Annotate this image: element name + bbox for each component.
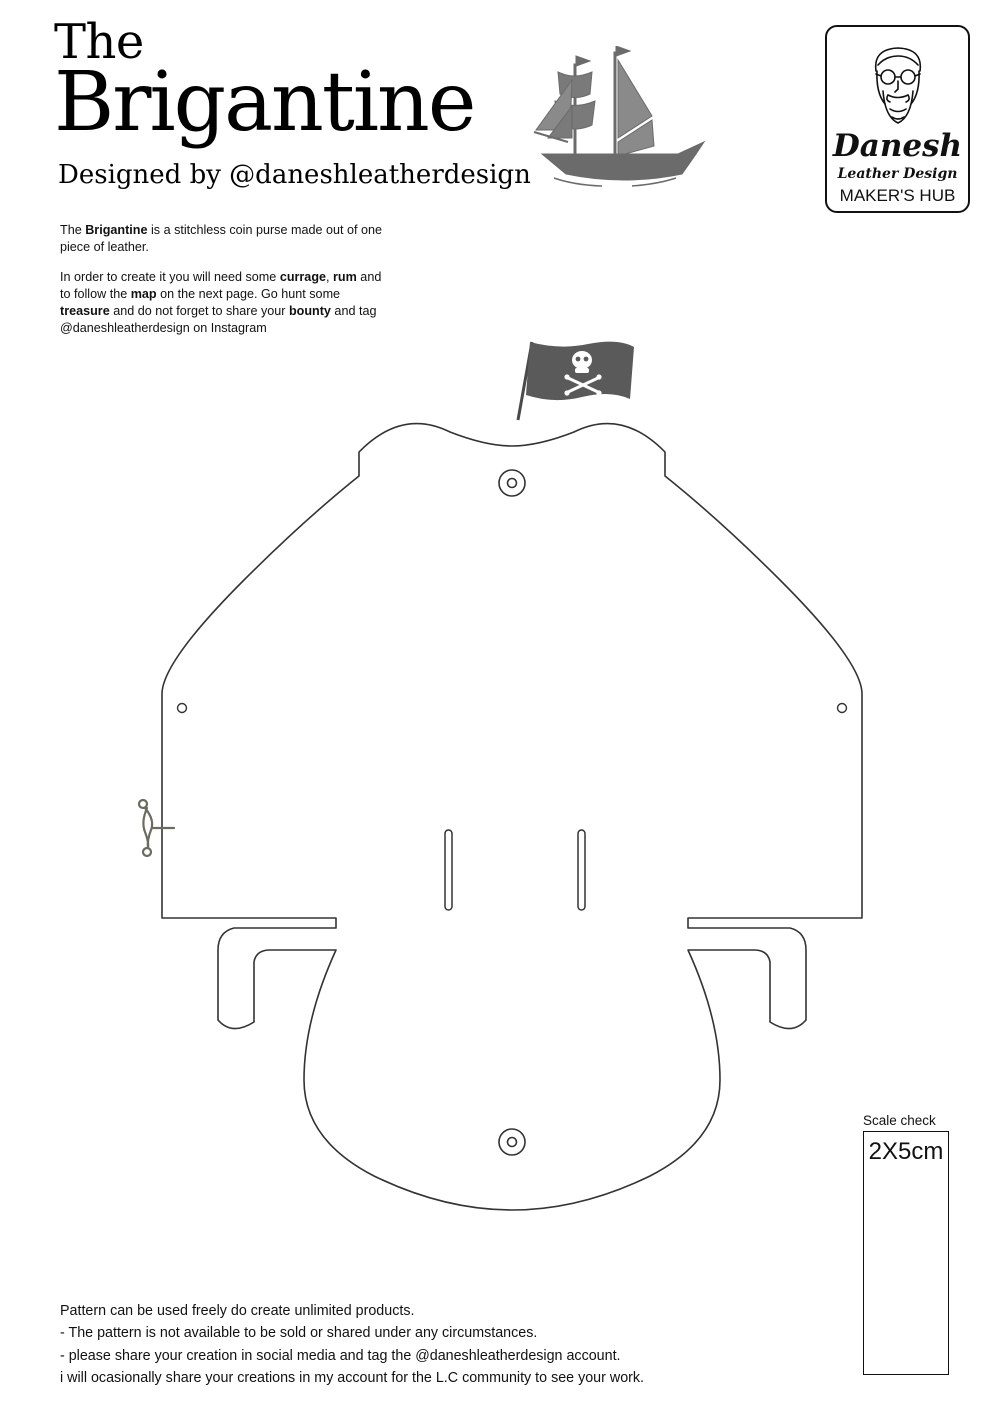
scale-check-label: Scale check	[863, 1113, 936, 1128]
brand-name: Danesh	[832, 128, 963, 164]
desc-p1-pre: The	[60, 223, 86, 237]
desc-p2-run-0: In order to create it you will need some	[60, 270, 280, 285]
page-title-the: The	[54, 14, 144, 70]
desc-p2-run-3: rum	[333, 270, 357, 285]
brand-logo-badge	[825, 25, 970, 213]
desc-p2-run-6: on the next page. Go hunt some	[156, 287, 341, 302]
brand-hub-label: MAKER'S HUB	[839, 186, 956, 205]
footer-line-3: - please share your creation in social media and tag the @daneshleatherdesign account.	[60, 1347, 621, 1364]
footer-terms	[60, 1300, 860, 1389]
brand-tagline: Leather Design	[837, 166, 958, 182]
description-paragraph-1	[60, 222, 390, 255]
desc-p2-run-10: and tag @daneshleatherdesign on Instagram	[60, 303, 377, 335]
desc-p2-run-5: map	[130, 287, 157, 302]
leather-pattern-drawing	[120, 320, 910, 1220]
page-subtitle: Designed by @daneshleatherdesign	[58, 160, 531, 190]
desc-p2-run-9: bounty	[288, 303, 331, 318]
desc-p1-bold: Brigantine	[85, 223, 148, 237]
sailing-ship-icon	[528, 46, 708, 201]
page-title-main: Brigantine	[54, 55, 475, 150]
desc-p2-run-4: and to follow the	[60, 270, 382, 302]
bearded-man-face-icon	[850, 35, 946, 131]
desc-p2-run-7: treasure	[60, 303, 110, 318]
footer-line-4: i will ocasionally share your creations in my account for the L.C community to see your work.	[60, 1369, 645, 1386]
pirate-jolly-roger-flag-icon	[518, 342, 634, 420]
desc-p2-run-1: currage	[279, 270, 327, 285]
footer-line-1: Pattern can be used freely do create unlimited products.	[60, 1303, 415, 1319]
scale-check-box	[863, 1131, 949, 1375]
footer-line-2: - The pattern is not available to be sold or shared under any circumstances.	[60, 1325, 538, 1342]
scale-check-value: 2X5cm	[868, 1138, 944, 1165]
desc-p2-run-2: ,	[326, 270, 334, 285]
desc-p1-post: is a stitchless coin purse made out of one piece of leather.	[60, 223, 382, 254]
desc-p2-run-8: and do not forget to share your	[109, 303, 289, 318]
